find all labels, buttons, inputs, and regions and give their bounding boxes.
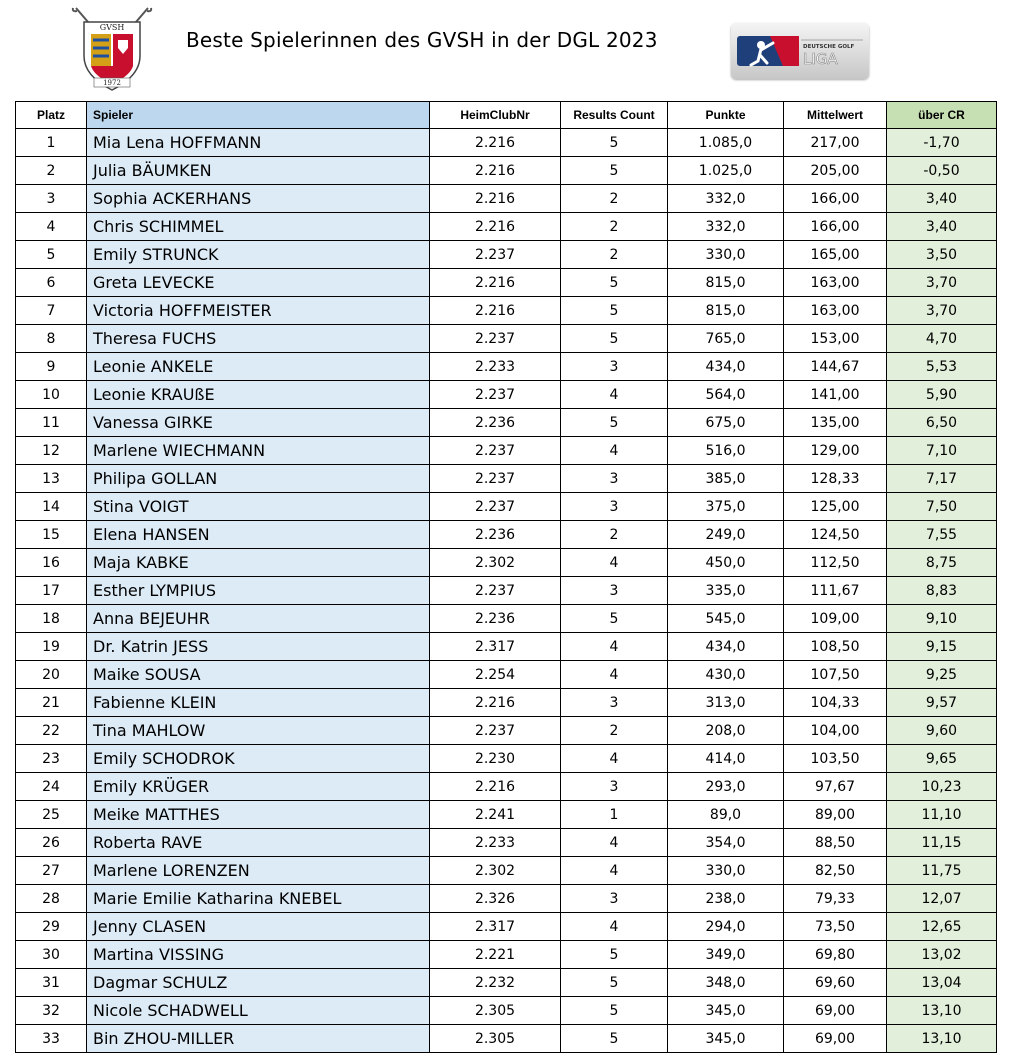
cell-results-count: 2 [561,185,668,213]
table-row [16,885,997,913]
cell-punkte: 294,0 [668,913,784,941]
cell-results-count: 5 [561,297,668,325]
cell-mittelwert: 69,60 [784,969,887,997]
cell-spieler: Maike SOUSA [87,661,430,689]
cell-ueber-cr: 3,70 [887,269,997,297]
cell-mittelwert: 89,00 [784,801,887,829]
table-row [16,661,997,689]
cell-heimclubnr: 2.216 [430,689,561,717]
cell-spieler: Chris SCHIMMEL [87,213,430,241]
cell-spieler: Tina MAHLOW [87,717,430,745]
cell-ueber-cr: 7,55 [887,521,997,549]
cell-punkte: 349,0 [668,941,784,969]
cell-heimclubnr: 2.216 [430,157,561,185]
cell-heimclubnr: 2.237 [430,493,561,521]
cell-mittelwert: 141,00 [784,381,887,409]
cell-mittelwert: 129,00 [784,437,887,465]
cell-ueber-cr: 11,75 [887,857,997,885]
cell-ueber-cr: 3,40 [887,185,997,213]
cell-ueber-cr: 4,70 [887,325,997,353]
cell-ueber-cr: 11,10 [887,801,997,829]
cell-results-count: 4 [561,661,668,689]
cell-ueber-cr: 7,50 [887,493,997,521]
table-body [16,129,997,1053]
cell-platz: 3 [16,185,87,213]
cell-mittelwert: 108,50 [784,633,887,661]
cell-spieler: Leonie ANKELE [87,353,430,381]
cell-spieler: Marie Emilie Katharina KNEBEL [87,885,430,913]
table-row [16,829,997,857]
cell-spieler: Roberta RAVE [87,829,430,857]
cell-punkte: 815,0 [668,297,784,325]
cell-mittelwert: 163,00 [784,269,887,297]
table-row [16,1025,997,1053]
cell-punkte: 434,0 [668,353,784,381]
table-row [16,325,997,353]
cell-heimclubnr: 2.305 [430,997,561,1025]
table-row [16,941,997,969]
cell-spieler: Theresa FUCHS [87,325,430,353]
cell-ueber-cr: 9,15 [887,633,997,661]
cell-ueber-cr: 10,23 [887,773,997,801]
cell-ueber-cr: 8,83 [887,577,997,605]
cell-ueber-cr: 3,70 [887,297,997,325]
cell-punkte: 375,0 [668,493,784,521]
cell-ueber-cr: 9,10 [887,605,997,633]
cell-ueber-cr: 9,57 [887,689,997,717]
cell-platz: 7 [16,297,87,325]
cell-punkte: 414,0 [668,745,784,773]
table-row [16,913,997,941]
cell-results-count: 2 [561,241,668,269]
column-header-punkte: Punkte [668,102,784,129]
cell-platz: 18 [16,605,87,633]
cell-punkte: 335,0 [668,577,784,605]
cell-results-count: 5 [561,157,668,185]
cell-platz: 15 [16,521,87,549]
cell-spieler: Fabienne KLEIN [87,689,430,717]
cell-ueber-cr: 12,07 [887,885,997,913]
cell-mittelwert: 104,33 [784,689,887,717]
cell-ueber-cr: 3,50 [887,241,997,269]
cell-punkte: 545,0 [668,605,784,633]
cell-results-count: 4 [561,437,668,465]
table-row [16,605,997,633]
cell-heimclubnr: 2.326 [430,885,561,913]
cell-punkte: 385,0 [668,465,784,493]
cell-results-count: 4 [561,745,668,773]
cell-results-count: 4 [561,857,668,885]
golf-liga-icon [731,23,869,79]
cell-heimclubnr: 2.302 [430,549,561,577]
cell-platz: 24 [16,773,87,801]
cell-mittelwert: 217,00 [784,129,887,157]
dgl-logo-top: DEUTSCHE GOLF [803,44,855,50]
cell-heimclubnr: 2.254 [430,661,561,689]
cell-results-count: 4 [561,381,668,409]
gvsh-logo-year: 1972 [103,79,121,87]
cell-spieler: Philipa GOLLAN [87,465,430,493]
cell-heimclubnr: 2.237 [430,381,561,409]
cell-punkte: 1.085,0 [668,129,784,157]
cell-mittelwert: 104,00 [784,717,887,745]
column-header-spieler: Spieler [87,102,430,129]
cell-mittelwert: 97,67 [784,773,887,801]
cell-heimclubnr: 2.230 [430,745,561,773]
cell-mittelwert: 109,00 [784,605,887,633]
cell-mittelwert: 166,00 [784,185,887,213]
cell-platz: 8 [16,325,87,353]
cell-punkte: 348,0 [668,969,784,997]
cell-heimclubnr: 2.237 [430,241,561,269]
cell-platz: 4 [16,213,87,241]
table-row [16,269,997,297]
cell-spieler: Julia BÄUMKEN [87,157,430,185]
table-row [16,969,997,997]
cell-platz: 12 [16,437,87,465]
cell-heimclubnr: 2.233 [430,353,561,381]
cell-heimclubnr: 2.237 [430,465,561,493]
gvsh-logo [70,6,154,94]
cell-results-count: 1 [561,801,668,829]
cell-punkte: 1.025,0 [668,157,784,185]
cell-spieler: Emily SCHODROK [87,745,430,773]
cell-punkte: 249,0 [668,521,784,549]
cell-ueber-cr: 13,02 [887,941,997,969]
cell-punkte: 430,0 [668,661,784,689]
cell-heimclubnr: 2.236 [430,409,561,437]
table-row [16,801,997,829]
cell-spieler: Anna BEJEUHR [87,605,430,633]
cell-punkte: 293,0 [668,773,784,801]
cell-platz: 30 [16,941,87,969]
cell-punkte: 354,0 [668,829,784,857]
cell-ueber-cr: 9,60 [887,717,997,745]
gvsh-logo-text: GVSH [99,23,125,32]
cell-spieler: Meike MATTHES [87,801,430,829]
cell-spieler: Leonie KRAUßE [87,381,430,409]
cell-punkte: 516,0 [668,437,784,465]
cell-ueber-cr: 9,25 [887,661,997,689]
cell-platz: 29 [16,913,87,941]
cell-platz: 33 [16,1025,87,1053]
cell-ueber-cr: 9,65 [887,745,997,773]
cell-results-count: 3 [561,353,668,381]
cell-platz: 13 [16,465,87,493]
cell-results-count: 5 [561,325,668,353]
cell-results-count: 2 [561,717,668,745]
table-row [16,997,997,1025]
cell-platz: 5 [16,241,87,269]
cell-mittelwert: 111,67 [784,577,887,605]
cell-platz: 11 [16,409,87,437]
cell-mittelwert: 107,50 [784,661,887,689]
cell-mittelwert: 88,50 [784,829,887,857]
cell-mittelwert: 69,00 [784,997,887,1025]
cell-platz: 20 [16,661,87,689]
cell-heimclubnr: 2.236 [430,605,561,633]
cell-spieler: Dr. Katrin JESS [87,633,430,661]
cell-spieler: Marlene LORENZEN [87,857,430,885]
cell-mittelwert: 166,00 [784,213,887,241]
table-row [16,353,997,381]
table-row [16,409,997,437]
cell-results-count: 5 [561,969,668,997]
cell-platz: 27 [16,857,87,885]
cell-mittelwert: 82,50 [784,857,887,885]
table-row [16,745,997,773]
cell-results-count: 4 [561,829,668,857]
cell-ueber-cr: 6,50 [887,409,997,437]
cell-results-count: 5 [561,997,668,1025]
cell-results-count: 5 [561,941,668,969]
cell-results-count: 4 [561,549,668,577]
cell-spieler: Emily KRÜGER [87,773,430,801]
cell-spieler: Marlene WIECHMANN [87,437,430,465]
cell-ueber-cr: 7,17 [887,465,997,493]
table-row [16,241,997,269]
gvsh-crest-icon [70,6,154,94]
cell-heimclubnr: 2.237 [430,325,561,353]
cell-results-count: 3 [561,465,668,493]
cell-punkte: 345,0 [668,997,784,1025]
cell-ueber-cr: -0,50 [887,157,997,185]
cell-results-count: 4 [561,633,668,661]
cell-heimclubnr: 2.216 [430,129,561,157]
cell-platz: 32 [16,997,87,1025]
cell-spieler: Esther LYMPIUS [87,577,430,605]
cell-results-count: 5 [561,1025,668,1053]
cell-platz: 28 [16,885,87,913]
cell-ueber-cr: 5,53 [887,353,997,381]
cell-punkte: 89,0 [668,801,784,829]
cell-mittelwert: 125,00 [784,493,887,521]
cell-results-count: 3 [561,577,668,605]
cell-spieler: Mia Lena HOFFMANN [87,129,430,157]
cell-ueber-cr: 5,90 [887,381,997,409]
table-header-row [16,102,997,129]
cell-spieler: Greta LEVECKE [87,269,430,297]
cell-heimclubnr: 2.216 [430,213,561,241]
cell-heimclubnr: 2.305 [430,1025,561,1053]
cell-platz: 1 [16,129,87,157]
cell-spieler: Elena HANSEN [87,521,430,549]
table-row [16,465,997,493]
cell-mittelwert: 205,00 [784,157,887,185]
cell-mittelwert: 73,50 [784,913,887,941]
table-row [16,549,997,577]
cell-ueber-cr: 7,10 [887,437,997,465]
cell-platz: 22 [16,717,87,745]
cell-mittelwert: 69,00 [784,1025,887,1053]
cell-ueber-cr: 11,15 [887,829,997,857]
cell-punkte: 450,0 [668,549,784,577]
cell-spieler: Martina VISSING [87,941,430,969]
cell-punkte: 330,0 [668,241,784,269]
cell-heimclubnr: 2.216 [430,297,561,325]
cell-heimclubnr: 2.216 [430,773,561,801]
cell-heimclubnr: 2.216 [430,185,561,213]
cell-heimclubnr: 2.317 [430,633,561,661]
cell-platz: 16 [16,549,87,577]
cell-mittelwert: 79,33 [784,885,887,913]
cell-spieler: Dagmar SCHULZ [87,969,430,997]
cell-results-count: 3 [561,689,668,717]
cell-punkte: 238,0 [668,885,784,913]
cell-punkte: 434,0 [668,633,784,661]
cell-ueber-cr: 12,65 [887,913,997,941]
cell-punkte: 313,0 [668,689,784,717]
cell-platz: 2 [16,157,87,185]
table-row [16,493,997,521]
cell-heimclubnr: 2.236 [430,521,561,549]
cell-results-count: 3 [561,493,668,521]
cell-spieler: Sophia ACKERHANS [87,185,430,213]
cell-spieler: Emily STRUNCK [87,241,430,269]
cell-heimclubnr: 2.241 [430,801,561,829]
column-header-platz: Platz [16,102,87,129]
cell-mittelwert: 103,50 [784,745,887,773]
cell-ueber-cr: -1,70 [887,129,997,157]
table-row [16,297,997,325]
cell-platz: 21 [16,689,87,717]
table-row [16,213,997,241]
cell-punkte: 564,0 [668,381,784,409]
cell-heimclubnr: 2.302 [430,857,561,885]
cell-heimclubnr: 2.237 [430,577,561,605]
table-row [16,773,997,801]
cell-platz: 6 [16,269,87,297]
cell-heimclubnr: 2.233 [430,829,561,857]
table-row [16,577,997,605]
cell-ueber-cr: 13,10 [887,1025,997,1053]
cell-mittelwert: 153,00 [784,325,887,353]
cell-mittelwert: 69,80 [784,941,887,969]
cell-spieler: Victoria HOFFMEISTER [87,297,430,325]
cell-ueber-cr: 3,40 [887,213,997,241]
table-row [16,129,997,157]
column-header-heimclubnr: HeimClubNr [430,102,561,129]
cell-mittelwert: 128,33 [784,465,887,493]
cell-spieler: Stina VOIGT [87,493,430,521]
cell-ueber-cr: 13,10 [887,997,997,1025]
table-row [16,157,997,185]
cell-spieler: Bin ZHOU-MILLER [87,1025,430,1053]
cell-spieler: Vanessa GIRKE [87,409,430,437]
cell-punkte: 765,0 [668,325,784,353]
cell-ueber-cr: 8,75 [887,549,997,577]
cell-platz: 25 [16,801,87,829]
cell-mittelwert: 124,50 [784,521,887,549]
cell-platz: 14 [16,493,87,521]
ranking-table [15,101,997,1053]
cell-punkte: 815,0 [668,269,784,297]
column-header-results-count: Results Count [561,102,668,129]
table-row [16,381,997,409]
cell-mittelwert: 165,00 [784,241,887,269]
cell-results-count: 3 [561,885,668,913]
cell-platz: 17 [16,577,87,605]
table-row [16,689,997,717]
cell-mittelwert: 144,67 [784,353,887,381]
cell-spieler: Nicole SCHADWELL [87,997,430,1025]
cell-platz: 9 [16,353,87,381]
cell-heimclubnr: 2.237 [430,717,561,745]
cell-platz: 10 [16,381,87,409]
cell-results-count: 4 [561,913,668,941]
cell-punkte: 332,0 [668,213,784,241]
table-row [16,717,997,745]
cell-punkte: 675,0 [668,409,784,437]
table-row [16,633,997,661]
cell-spieler: Maja KABKE [87,549,430,577]
cell-results-count: 5 [561,129,668,157]
cell-platz: 23 [16,745,87,773]
cell-heimclubnr: 2.221 [430,941,561,969]
cell-results-count: 2 [561,213,668,241]
page-title: Beste Spielerinnen des GVSH in der DGL 2023 [186,28,658,52]
table-row [16,437,997,465]
cell-punkte: 345,0 [668,1025,784,1053]
cell-platz: 31 [16,969,87,997]
dgl-logo-bottom: LIGA [803,50,838,68]
column-header-ueber-cr: über CR [887,102,997,129]
cell-results-count: 2 [561,521,668,549]
cell-mittelwert: 112,50 [784,549,887,577]
dgl-logo [731,23,869,79]
cell-mittelwert: 135,00 [784,409,887,437]
cell-platz: 19 [16,633,87,661]
cell-results-count: 5 [561,269,668,297]
cell-results-count: 5 [561,605,668,633]
cell-results-count: 5 [561,409,668,437]
table-row [16,185,997,213]
column-header-mittelwert: Mittelwert [784,102,887,129]
cell-mittelwert: 163,00 [784,297,887,325]
cell-punkte: 332,0 [668,185,784,213]
cell-results-count: 3 [561,773,668,801]
cell-heimclubnr: 2.237 [430,437,561,465]
cell-heimclubnr: 2.317 [430,913,561,941]
cell-platz: 26 [16,829,87,857]
cell-spieler: Jenny CLASEN [87,913,430,941]
cell-heimclubnr: 2.216 [430,269,561,297]
cell-ueber-cr: 13,04 [887,969,997,997]
cell-punkte: 208,0 [668,717,784,745]
table-row [16,857,997,885]
cell-heimclubnr: 2.232 [430,969,561,997]
table-row [16,521,997,549]
cell-punkte: 330,0 [668,857,784,885]
